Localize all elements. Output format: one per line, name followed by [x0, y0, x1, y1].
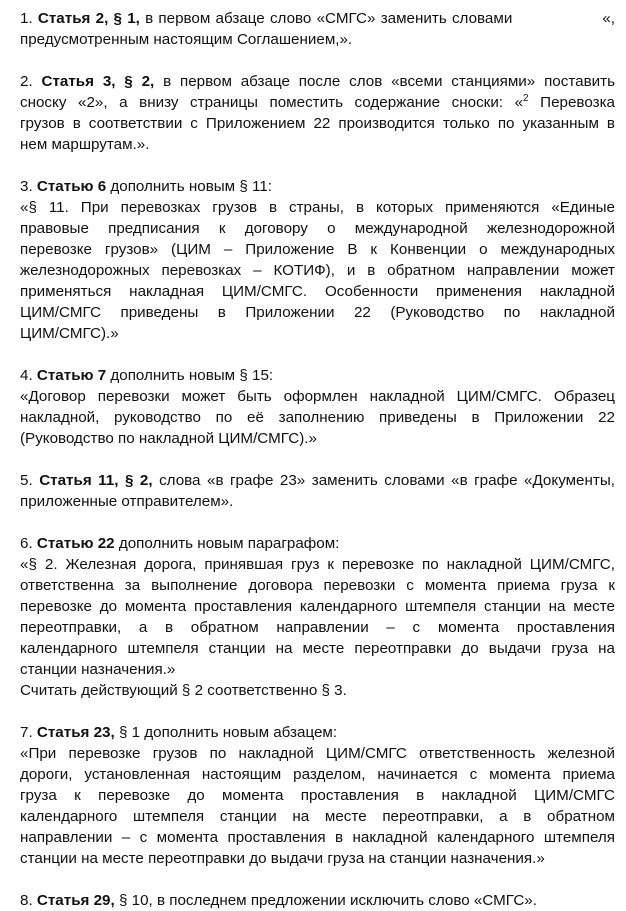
article-ref: Статья 23,: [36, 724, 115, 741]
amendment-item-5: [20, 470, 615, 512]
item-line: ЦИМ/СМГС).»: [20, 325, 119, 342]
amendment-item-7: [20, 722, 615, 869]
item-line: ответственна за выполнение договора перевозки с момента приема груза к: [20, 577, 615, 594]
amendment-item-3: [20, 176, 615, 344]
item-line: (Руководство по накладной ЦИМ/СМГС).»: [20, 430, 317, 447]
amendment-item-6: [20, 533, 615, 701]
item-line: предусмотренным настоящим Соглашением,».: [20, 31, 353, 48]
item-line: железнодорожных перевозках – КОТИФ), и в обратном направлении может: [20, 262, 615, 279]
item-line: приложенные отправителем».: [20, 493, 234, 510]
item-line: Считать действующий § 2 соответственно § 3.: [20, 682, 347, 699]
article-ref: Статья 3, § 2,: [41, 73, 155, 90]
item-line: груза к перевозке до момента проставления в накладной ЦИМ/СМГС: [20, 787, 615, 804]
item-line: направлении – с момента проставления в накладной календарного штемпеля: [20, 829, 615, 846]
item-line: 7. Статья 23, § 1 дополнить новым абзацем:: [20, 724, 338, 741]
amendment-item-1: [20, 8, 615, 50]
item-line: 1. Статья 2, § 1, в первом абзаце слово «СМГС» заменить словами «,: [20, 10, 615, 27]
item-line: нем маршрутам.».: [20, 136, 150, 153]
item-line: дороги, установленная настоящим разделом, начинается с момента приема: [20, 766, 615, 783]
item-line: грузов в соответствии с Приложением 22 производится только по указанным в: [20, 115, 615, 132]
amendment-item-2: [20, 71, 615, 155]
item-line: «§ 2. Железная дорога, принявшая груз к перевозке по накладной ЦИМ/СМГС,: [20, 556, 615, 573]
article-ref: Статью 22: [36, 535, 115, 552]
item-line: 3. Статью 6 дополнить новым § 11:: [20, 178, 272, 195]
item-line: перевозке грузов» (ЦИМ – Приложение В к Конвенции о международных: [20, 241, 615, 258]
article-ref: Статья 11, § 2,: [39, 472, 153, 489]
article-ref: Статью 7: [36, 367, 107, 384]
item-line: применяться накладная ЦИМ/СМГС. Особенности применения накладной: [20, 283, 615, 300]
item-line: станции назначения.»: [20, 661, 176, 678]
item-line: календарного штемпеля станции на месте переотправки до выдачи груза на: [20, 640, 615, 657]
item-line: ЦИМ/СМГС приведены в Приложении 22 (Руководство по накладной: [20, 304, 615, 321]
item-line: «§ 11. При перевозках грузов в страны, в которых применяются «Единые: [20, 199, 615, 216]
item-line: правовые предписания к договору о международной железнодорожной: [20, 220, 615, 237]
item-line: 8. Статья 29, § 10, в последнем предложении исключить слово «СМГС».: [20, 892, 537, 909]
item-line: 2. Статья 3, § 2, в первом абзаце после слов «всеми станциями» поставить: [20, 73, 615, 90]
item-line: перевозке до момента проставления календарного штемпеля станции на месте: [20, 598, 615, 615]
article-ref: Статья 2, § 1,: [37, 10, 140, 27]
item-line: станции на месте переотправки до выдачи груза на станции назначения.»: [20, 850, 545, 867]
article-ref: Статья 29,: [36, 892, 115, 909]
item-line: календарного штемпеля станции на месте переотправки, а в обратном: [20, 808, 615, 825]
article-ref: Статью 6: [36, 178, 107, 195]
footnote-mark: 2: [523, 92, 529, 104]
item-line: «Договор перевозки может быть оформлен накладной ЦИМ/СМГС. Образец: [20, 388, 615, 405]
item-line: 4. Статью 7 дополнить новым § 15:: [20, 367, 274, 384]
amendment-item-8: [20, 890, 615, 911]
item-line: накладной, руководство по её заполнению приведены в Приложении 22: [20, 409, 615, 426]
item-line: 6. Статью 22 дополнить новым параграфом:: [20, 535, 340, 552]
item-line: 5. Статья 11, § 2, слова «в графе 23» заменить словами «в графе «Документы,: [20, 472, 615, 489]
item-line: переотправки, а в обратном направлении – с момента проставления: [20, 619, 615, 636]
item-line: сноску «2», а внизу страницы поместить содержание сноски: «$^2$ Перевозка: [20, 92, 615, 111]
item-line: «При перевозке грузов по накладной ЦИМ/СМГС ответственность железной: [20, 745, 615, 762]
amendment-item-4: [20, 365, 615, 449]
